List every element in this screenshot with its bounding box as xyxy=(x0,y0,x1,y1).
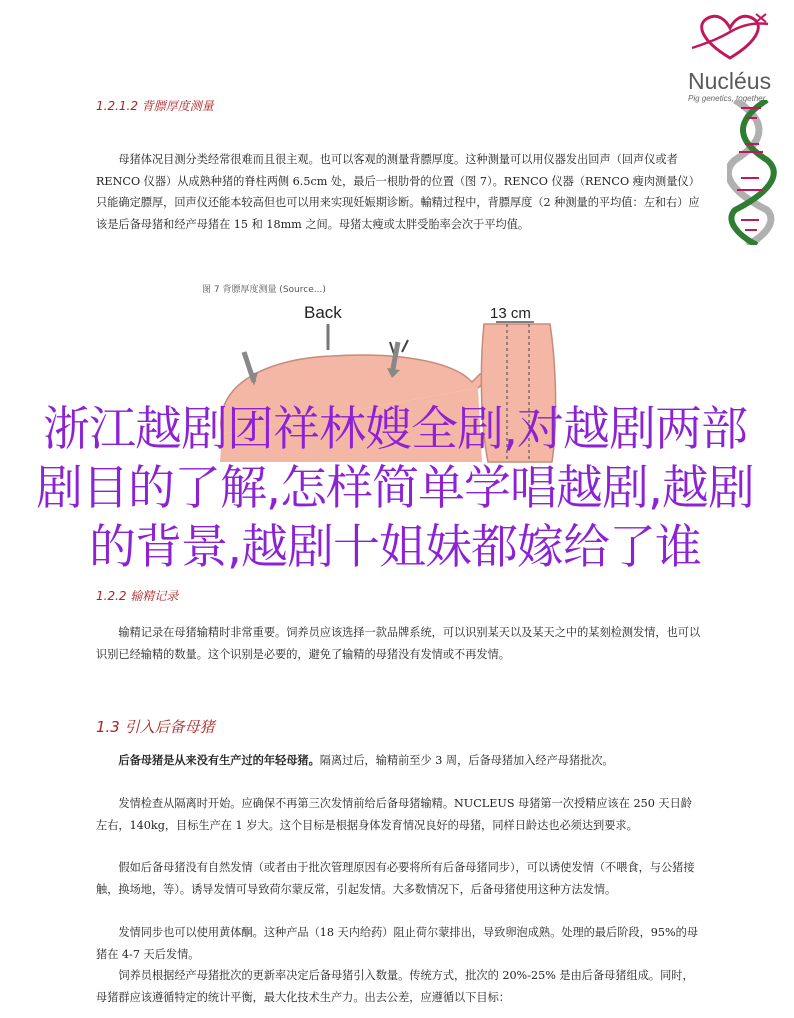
paragraph-gilts-5: 饲养员根据经产母猪批次的更新率决定后备母猪引入数量。传统方式，批次的 20%-25% 是由后备母猪组成。同时，母猪群应该遵循特定的统计平衡，最大化技术生产力。出去公差，应遵循以下目标： xyxy=(96,969,694,1004)
nucleus-logo xyxy=(678,12,788,102)
overlay-title: 浙江越剧团祥林嫂全剧,对越剧两部剧目的了解,怎样简单学唱越剧,越剧的背景,越剧十姐妹都嫁给了谁 xyxy=(36,402,754,575)
paragraph-backfat: 母猪体况目测分类经常很难而且很主观。也可以客观的测量背膘厚度。这种测量可以用仪器发出回声（回声仪或者 RENCO 仪器）从成熟种猪的脊柱两侧 6.5cm 处，最后一根肋骨的位置（图 7）。RENCO 仪器（RENCO 瘦肉测量仪）只能确定膘厚，回声仪还能本较高但也可以用来实现妊娠期诊断。輸精过程中，背膘厚度（2 种测量的平均值：左和右）应该是后备母猪和经产母猪在 15 和 18mm 之间。母猪太瘦或太胖受胎率会次于平均值。 xyxy=(96,153,700,231)
paragraph-gilts-4: 发情同步也可以使用黄体酮。这种产品（18 天内给药）阻止荷尔蒙排出，导致卵泡成熟。处理的最后阶段，95%的母猪在 4-7 天后发情。 xyxy=(96,926,699,961)
brand-name: Nucléus xyxy=(688,68,772,94)
paragraph-gilts-2: 发情检查从隔离时开始。应确保不再第三次发情前给后备母猪输精。NUCLEUS 母猪第一次授精应该在 250 天日龄左右，140kg，目标生产在 1 岁大。这个目标是根据身体发育情况良好的母猪，同样日龄达也必须达到要求。 xyxy=(96,797,692,832)
gilt-intro-text: 隔离过后，输精前至少 3 周，后备母猪加入经产母猪批次。 xyxy=(319,754,614,767)
figure-caption: 图 7 背膘厚度测量 (Source...) xyxy=(202,285,326,295)
section-heading-gilts: 1.3 引入后备母猪 xyxy=(96,718,215,736)
heart-logo-icon xyxy=(690,12,770,62)
section-heading-insemination: 1.2.2 输精记录 xyxy=(96,589,179,603)
section-heading-backfat: 1.2.1.2 背膘厚度测量 xyxy=(96,99,214,113)
paragraph-gilts-1 xyxy=(96,750,701,772)
dna-helix-icon xyxy=(727,100,777,245)
cm-label: 13 cm xyxy=(490,305,531,322)
brand-tagline: Pig genetics, together xyxy=(688,94,766,103)
paragraph-gilts-3: 假如后备母猪没有自然发情（或者由于批次管理原因有必要将所有后备母猪同步），可以诱使发情（不喂食，与公猪接触，换场地，等）。诱导发情可导致荷尔蒙反常，引起发情。大多数情况下，后备母猪使用这种方法发情。 xyxy=(96,861,695,896)
back-label: Back xyxy=(304,303,342,322)
gilt-definition: 后备母猪是从来没有生产过的年轻母猪。 xyxy=(118,753,320,767)
paragraph-insemination: 输精记录在母猪输精时非常重要。饲养员应该选择一款品牌系统，可以识别某天以及某天之中的某刻检测发情，也可以识别已经输精的数量。这个识别是必要的，避免了输精的母猪没有发情或不再发情。 xyxy=(96,626,701,661)
